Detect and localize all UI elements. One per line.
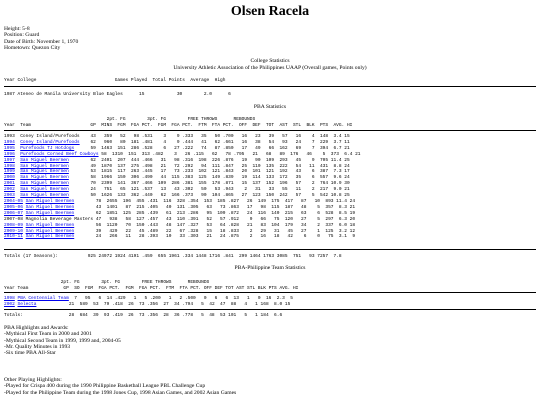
row-year[interactable]: 2008-09 bbox=[4, 222, 23, 228]
row-year[interactable]: 2000 bbox=[4, 175, 15, 181]
pba-rule bbox=[4, 130, 536, 131]
pba-team-header-groups: 2pt. FG 3pt. FG FREE THROWS REBOUNDS bbox=[4, 280, 210, 285]
table-row bbox=[4, 169, 350, 174]
row-year: 1993 bbox=[4, 134, 15, 139]
pba-totals-row: Totals (17 Seasons): 925 24972 1924 4191 .459 655 1961 .334 1448 1716 .841 299 1464 1763 3085 751 93 7257 7.8 bbox=[4, 254, 342, 259]
row-year[interactable]: 2006-07 bbox=[4, 210, 23, 216]
row-stats: 62 1851 125 285 .439 61 213 .286 95 109 .872 24 116 140 215 63 6 528 8.5 19 bbox=[95, 210, 356, 216]
table-row bbox=[4, 152, 361, 157]
row-team[interactable]: Selecta bbox=[17, 301, 37, 307]
row-stats: 7 95 6 14 .429 1 5 .200 1 2 .500 0 6 6 13 1 0 16 2.3 5 bbox=[71, 296, 293, 301]
row-year[interactable]: 1997 bbox=[4, 157, 15, 163]
row-team[interactable]: San Miguel Beermen bbox=[20, 157, 69, 163]
row-stats: 53 1815 117 263 .445 17 73 .233 102 121 .843 20 101 121 192 43 6 387 7.3 17 bbox=[90, 169, 350, 175]
row-team[interactable]: Purefoods TJ Hotdogs bbox=[20, 145, 75, 151]
college-row: 1987 Ateneo de Manila University Blue Eagles 15 30 2.0 6 bbox=[4, 92, 231, 97]
table-row bbox=[4, 199, 355, 204]
row-year: 2007-08 bbox=[4, 216, 23, 222]
row-stats: 24 266 11 28 .393 10 33 .303 21 24 .875 2 16 18 42 6 0 75 3.1 9 bbox=[95, 234, 356, 240]
highlights-title: PBA Highlights and Awards: bbox=[4, 325, 69, 331]
table-row bbox=[4, 164, 350, 169]
row-stats: 49 1870 137 275 .498 21 72 .292 94 111 .847 25 110 135 222 54 11 431 8.8 24 bbox=[90, 163, 350, 169]
row-stats: 47 938 58 127 .457 43 110 .391 52 57 .912 9 66 75 120 27 5 297 6.3 20 bbox=[95, 216, 356, 222]
pba-header-columns: Year Team GP MINS FGM FGA PCT. FGM FGA PCT. FTM FTA PCT. OFF DEF TOT AST STL BLK PTS AVG. HI bbox=[4, 123, 353, 128]
pba-team-stats-table bbox=[4, 296, 293, 308]
row-year[interactable]: 2002 bbox=[4, 301, 15, 307]
row-stats: 62 960 80 181 .481 4 9 .444 41 62 .661 16 38 54 93 24 7 229 3.7 11 bbox=[90, 139, 350, 145]
pba-highlights bbox=[4, 325, 121, 356]
other-highlight-item: -Played for the Philippine Team during the 1998 Jones Cup, 1998 Asian Games, and 2002 Asian Games bbox=[4, 389, 237, 396]
row-team[interactable]: San Miguel Beermen bbox=[20, 187, 69, 193]
page-title: Olsen Racela bbox=[230, 4, 310, 19]
row-team[interactable]: Purefoods Corned Beef Cowboys bbox=[20, 151, 99, 157]
row-team[interactable]: San Miguel Beermen bbox=[20, 169, 69, 175]
row-stats: 39 429 22 45 .489 22 67 .328 15 18 .833 2 29 31 45 27 1 125 3.2 12 bbox=[95, 228, 356, 234]
bio-dob: Date of Birth: November 1, 1970 bbox=[4, 38, 79, 45]
row-stats: 21 589 53 79 .418 26 73 .356 27 34 .794 5 42 47 88 4 1 168 8.0 15 bbox=[68, 301, 291, 307]
other-highlight-item: -Played for Crispa 400 during the 1990 Philippine Basketball League PBL Challenge Cup bbox=[4, 383, 206, 390]
row-year[interactable]: 2001 bbox=[4, 181, 15, 187]
pba-team-totals-rule bbox=[4, 309, 536, 310]
row-stats: 59 1463 151 286 .528 6 27 .222 74 87 .850 17 49 66 162 69 7 394 6.7 21 bbox=[90, 145, 350, 151]
row-team[interactable]: San Miguel Beermen bbox=[25, 228, 75, 234]
table-row bbox=[4, 181, 350, 186]
college-section-title: College Statistics bbox=[250, 58, 290, 64]
row-year[interactable]: 2003 bbox=[4, 193, 15, 199]
row-year[interactable]: 2004-05 bbox=[4, 198, 23, 204]
row-team[interactable]: San Miguel Beermen bbox=[25, 204, 75, 210]
row-team[interactable]: San Miguel Beermen bbox=[20, 175, 69, 181]
table-row bbox=[4, 234, 355, 239]
row-stats: 43 359 52 98 .531 3 9 .333 35 50 .700 16 23 39 57 16 4 148 3.4 15 bbox=[90, 134, 350, 139]
row-team[interactable]: San Miguel Beermen bbox=[25, 234, 75, 240]
highlight-item: -Mythical First Team in 2000 and 2001 bbox=[4, 331, 92, 338]
college-section-subtitle: University Athletic Association of the Philippines UAAP (Overall games, Points only) bbox=[173, 65, 367, 71]
row-year[interactable]: 2005-06 bbox=[4, 204, 23, 210]
pba-team-rule bbox=[4, 292, 536, 293]
table-row bbox=[4, 193, 350, 198]
row-team: Magnolia Beverage Masters bbox=[25, 216, 94, 222]
table-row bbox=[4, 140, 350, 145]
row-stats: 58 1310 151 313 .482 3 26 .115 62 78 .795 21 68 89 176 46 5 373 6.4 21 bbox=[101, 151, 361, 157]
row-year[interactable]: 2002 bbox=[4, 187, 15, 193]
row-team[interactable]: PBA Centennial Team bbox=[17, 296, 69, 301]
row-year[interactable]: 1996 bbox=[4, 151, 15, 157]
table-row bbox=[4, 158, 350, 163]
pba-header-groups: 2pt. FG 3pt. FG FREE THROWS REBOUNDS bbox=[4, 117, 256, 122]
table-row bbox=[4, 223, 355, 228]
table-row bbox=[4, 217, 355, 222]
highlight-item: -Mythical Second Team in 1999, 1999 and, 2004-05 bbox=[4, 337, 121, 344]
pba-stats-table bbox=[4, 134, 361, 240]
row-team[interactable]: San Miguel Beermen bbox=[25, 198, 75, 204]
row-team[interactable]: San Miguel Beermen bbox=[20, 163, 69, 169]
row-stats: 62 2401 207 444 .466 31 98 .316 198 226 .876 19 90 109 293 45 9 705 11.4 25 bbox=[90, 157, 350, 163]
bio-info bbox=[4, 26, 78, 51]
row-year[interactable]: 2009-10 bbox=[4, 228, 23, 234]
college-header: Year College Games Played Total Points Average High bbox=[4, 78, 226, 83]
pba-totals-rule bbox=[4, 249, 536, 250]
row-year[interactable]: 1999 bbox=[4, 169, 15, 175]
table-row bbox=[4, 146, 350, 151]
table-row bbox=[4, 229, 355, 234]
pba-team-section-title: PBA-Philippine Team Statistics bbox=[234, 265, 306, 271]
other-highlights bbox=[4, 377, 236, 396]
bio-position: Position: Guard bbox=[4, 32, 40, 39]
row-year[interactable]: 2010-11 bbox=[4, 234, 23, 240]
bio-hometown: Hometown: Quezon City bbox=[4, 44, 61, 51]
college-rule bbox=[4, 86, 536, 87]
table-row bbox=[4, 175, 350, 180]
row-stats: 56 1120 70 150 .443 48 147 .327 53 64 .828 21 83 104 179 34 2 337 6.0 18 bbox=[95, 222, 356, 228]
table-row bbox=[4, 134, 350, 139]
row-stats: 78 2655 196 455 .431 116 328 .354 153 185 .827 26 149 175 417 87 10 893 11.4 24 bbox=[95, 198, 356, 204]
row-team[interactable]: San Miguel Beermen bbox=[20, 181, 69, 187]
pba-team-header-columns: Year Team GP SO FGM FGA PCT. FGM FGA PCT. FTM FTA PCT. OFF DEF TOT AST STL BLK PTS AVG. HI bbox=[4, 286, 299, 291]
row-team[interactable]: San Miguel Beermen bbox=[25, 210, 75, 216]
table-row bbox=[4, 187, 350, 192]
row-team[interactable]: San Miguel Beermen bbox=[20, 193, 69, 199]
row-team[interactable]: San Miguel Beermen bbox=[25, 222, 75, 228]
row-year[interactable]: 1994 bbox=[4, 139, 15, 145]
bio-height: Height: 5-8 bbox=[4, 26, 30, 32]
row-stats: 24 751 65 121 .537 13 43 .302 50 53 .943 2 31 33 55 11 2 217 9.0 21 bbox=[90, 187, 350, 193]
table-row bbox=[4, 205, 355, 210]
pba-team-totals-row: Totals: 28 684 39 93 .419 26 73 .356 28 36 .778 5 48 53 101 5 1 184 6.6 bbox=[4, 313, 283, 318]
highlight-item: -Mr. Quality Minutes in 1993 bbox=[4, 343, 71, 350]
table-row bbox=[4, 211, 355, 216]
pba-section-title: PBA Statistics bbox=[253, 104, 287, 110]
table-row bbox=[4, 302, 290, 307]
row-team: Coney Island/Purefoods bbox=[20, 134, 80, 139]
row-stats: 70 2399 141 367 .466 109 286 .381 155 178 .871 15 137 152 196 57 2 764 10.9 30 bbox=[90, 181, 350, 187]
row-year[interactable]: 1998 bbox=[4, 163, 15, 169]
row-team[interactable]: Coney Island/Purefoods bbox=[20, 139, 80, 145]
row-year[interactable]: 1998 bbox=[4, 296, 15, 301]
row-stats: 50 1626 133 362 .440 62 166 .373 90 104 .865 27 123 150 242 57 5 542 10.8 25 bbox=[90, 193, 350, 199]
table-row bbox=[4, 296, 293, 301]
other-highlights-title: Other Playing Highlights: bbox=[4, 377, 62, 383]
highlight-item: -Six time PBA All-Star bbox=[4, 350, 56, 357]
row-stats: 58 1966 150 306 .490 44 115 .383 125 149 .839 19 114 133 172 35 6 557 9.6 24 bbox=[90, 175, 350, 181]
row-stats: 43 1401 87 215 .405 40 131 .305 63 73 .863 17 98 115 187 48 5 357 8.3 21 bbox=[95, 204, 356, 210]
row-year[interactable]: 1995 bbox=[4, 145, 15, 151]
